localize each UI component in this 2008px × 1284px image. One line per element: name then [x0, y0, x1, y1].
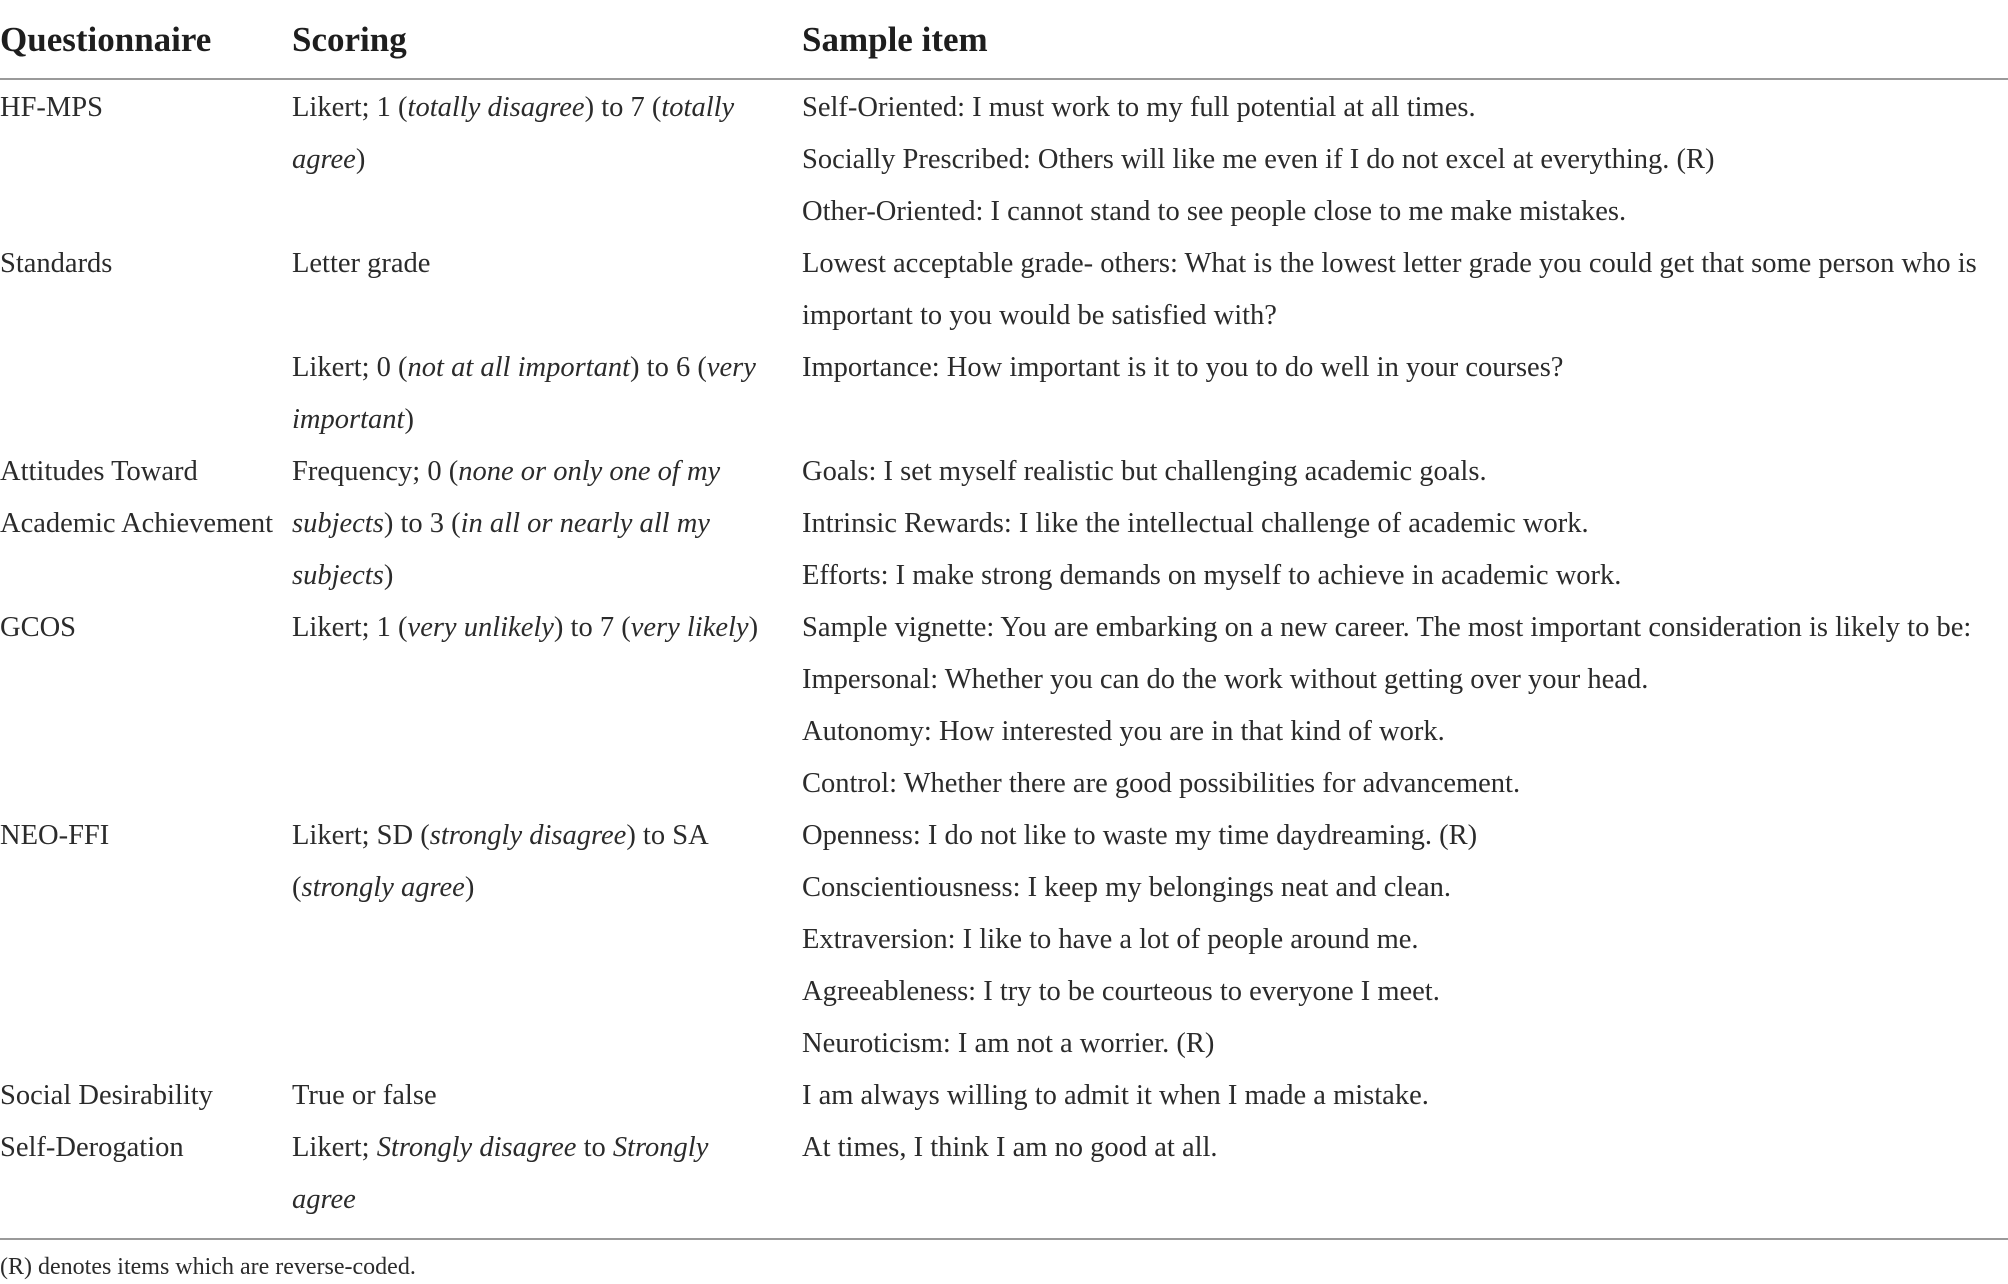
table-footnote: (R) denotes items which are reverse-coded. [0, 1254, 416, 1280]
scoring-anchor-label: totally disagree [407, 92, 585, 123]
scoring-text: ) to 6 ( [630, 352, 707, 383]
sample-item-text: Socially Prescribed: Others will like me even if I do not excel at everything. (R) [802, 144, 1715, 175]
cell-sample-item [802, 342, 2008, 446]
sample-item-text: Conscientiousness: I keep my belongings neat and clean. [802, 872, 1452, 903]
table-row [0, 810, 2008, 1070]
scoring-anchor-label: none or only one of my subjects [292, 456, 721, 539]
cell-questionnaire: Standards [0, 248, 113, 279]
scoring-anchor-label: not at all important [407, 352, 631, 383]
sample-item-text: Neuroticism: I am not a worrier. (R) [802, 1028, 1215, 1059]
sample-item-text: I am always willing to admit it when I made a mistake. [802, 1080, 1429, 1111]
scoring-anchor-label: in all or nearly all my subjects [292, 508, 710, 591]
scoring-text: Likert; 1 ( [292, 612, 408, 643]
scoring-anchor-label: Strongly disagree [376, 1132, 577, 1163]
cell-sample-item [802, 810, 2008, 1070]
questionnaire-table [0, 14, 2008, 1238]
cell-scoring [292, 238, 802, 342]
cell-questionnaire: Social Desirability [0, 1080, 213, 1111]
scoring-text: ) [404, 404, 414, 435]
cell-sample-item [802, 602, 2008, 810]
cell-sample-item [802, 79, 2008, 238]
cell-questionnaire: Self-Derogation [0, 1132, 184, 1163]
sample-item-text: Sample vignette: You are embarking on a new career. The most important consideration is likely to be: [802, 612, 1972, 643]
cell-sample-item [802, 1122, 2008, 1238]
cell-questionnaire: GCOS [0, 612, 77, 643]
scoring-anchor-label: very likely [630, 612, 749, 643]
cell-scoring [292, 1070, 802, 1122]
table-row [0, 342, 2008, 446]
cell-questionnaire: Attitudes Toward Academic Achievement [0, 456, 274, 539]
scoring-text: Likert; [292, 1132, 377, 1163]
questionnaire-table-container [0, 14, 2008, 1238]
cell-questionnaire: HF-MPS [0, 92, 103, 123]
scoring-text: ) [464, 872, 475, 903]
sample-item-text: Lowest acceptable grade- others: What is the lowest letter grade you could get that some person who is important to you would be satisfied with? [802, 248, 1977, 331]
table-row [0, 602, 2008, 810]
scoring-text: ) to 7 ( [553, 612, 631, 643]
sample-item-text: Self-Oriented: I must work to my full potential at all times. [802, 92, 1476, 123]
table-header [0, 14, 2008, 79]
sample-item-text: Control: Whether there are good possibilities for advancement. [802, 768, 1521, 799]
scoring-text: Likert; 1 ( [292, 92, 408, 123]
cell-scoring [292, 79, 802, 238]
column-header-sample-item: Sample item [802, 14, 2008, 79]
table-bottom-rule [0, 1238, 2008, 1240]
scoring-anchor-label: very important [292, 352, 756, 435]
sample-item-text: Other-Oriented: I cannot stand to see people close to me make mistakes. [802, 196, 1627, 227]
sample-item-text: Openness: I do not like to waste my time daydreaming. (R) [802, 820, 1478, 851]
scoring-text: ) to 7 ( [584, 92, 662, 123]
cell-scoring [292, 810, 802, 1070]
cell-questionnaire: NEO-FFI [0, 820, 110, 851]
scoring-text: ) [748, 612, 759, 643]
cell-scoring [292, 342, 802, 446]
cell-scoring [292, 1122, 802, 1238]
table-row [0, 1070, 2008, 1122]
table-row [0, 238, 2008, 342]
scoring-anchor-label: strongly agree [301, 872, 465, 903]
scoring-anchor-label: Strongly agree [292, 1132, 709, 1215]
table-row [0, 1122, 2008, 1238]
scoring-text: ) to SA ( [292, 820, 708, 903]
scoring-anchor-label: very unlikely [407, 612, 554, 643]
cell-scoring [292, 446, 802, 602]
sample-item-text: Agreeableness: I try to be courteous to everyone I meet. [802, 976, 1440, 1007]
sample-item-text: Efforts: I make strong demands on myself to achieve in academic work. [802, 560, 1622, 591]
table-row [0, 446, 2008, 602]
table-row [0, 79, 2008, 238]
scoring-anchor-label: strongly disagree [429, 820, 627, 851]
scoring-text: ) to 3 ( [383, 508, 461, 539]
sample-item-text: Extraversion: I like to have a lot of people around me. [802, 924, 1419, 955]
cell-sample-item [802, 446, 2008, 602]
scoring-text: to [576, 1132, 613, 1163]
sample-item-text: At times, I think I am no good at all. [802, 1132, 1218, 1163]
column-header-scoring: Scoring [292, 14, 802, 79]
sample-item-text: Intrinsic Rewards: I like the intellectual challenge of academic work. [802, 508, 1589, 539]
scoring-text: Likert; SD ( [292, 820, 430, 851]
sample-item-text: Impersonal: Whether you can do the work without getting over your head. [802, 664, 1649, 695]
table-body [0, 79, 2008, 1238]
header-row [0, 14, 2008, 79]
sample-item-text: Autonomy: How interested you are in that kind of work. [802, 716, 1445, 747]
column-header-questionnaire: Questionnaire [0, 14, 292, 79]
cell-sample-item [802, 1070, 2008, 1122]
cell-questionnaire [0, 342, 292, 446]
sample-item-text: Importance: How important is it to you to do well in your courses? [802, 352, 1564, 383]
scoring-text: ) [355, 144, 366, 175]
scoring-anchor-label: totally agree [292, 92, 735, 175]
sample-item-text: Goals: I set myself realistic but challenging academic goals. [802, 456, 1487, 487]
scoring-text: True or false [292, 1080, 437, 1111]
scoring-text: Frequency; 0 ( [292, 456, 459, 487]
cell-sample-item [802, 238, 2008, 342]
scoring-text: Letter grade [292, 248, 431, 279]
scoring-text: ) [383, 560, 394, 591]
cell-scoring [292, 602, 802, 810]
scoring-text: Likert; 0 ( [292, 352, 408, 383]
